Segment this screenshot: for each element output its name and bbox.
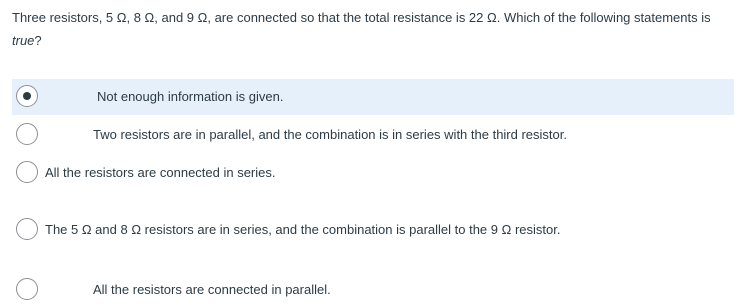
radio-dot-icon — [23, 92, 31, 100]
radio-button-icon[interactable] — [16, 123, 38, 145]
answer-option-label: The 5 Ω and 8 Ω resistors are in series, and the combination is parallel to the 9 Ω resistor. — [45, 222, 561, 237]
question-text-end: ? — [34, 33, 42, 48]
question-text — [12, 6, 712, 52]
radio-button-icon[interactable] — [16, 218, 38, 240]
answer-option-label: Two resistors are in parallel, and the combination is in series with the third resistor. — [93, 127, 567, 142]
answer-option-2[interactable] — [12, 117, 734, 153]
question-text-main: Three resistors, 5 Ω, 8 Ω, and 9 Ω, are connected so that the total resistance is 22 Ω. Which of the following statements is — [12, 10, 711, 25]
answer-option-label: All the resistors are connected in series. — [45, 165, 276, 180]
question-emphasis: true — [12, 33, 35, 48]
answer-option-4[interactable] — [12, 212, 734, 248]
answer-option-5[interactable] — [12, 272, 734, 308]
radio-button-icon[interactable] — [16, 161, 38, 183]
answer-option-1[interactable] — [12, 79, 734, 115]
radio-button-icon[interactable] — [16, 278, 38, 300]
radio-button-checked-icon[interactable] — [16, 85, 38, 107]
answer-option-label: Not enough information is given. — [97, 89, 284, 104]
answer-option-label: All the resistors are connected in parallel. — [93, 282, 331, 297]
answer-option-3[interactable] — [12, 155, 734, 191]
